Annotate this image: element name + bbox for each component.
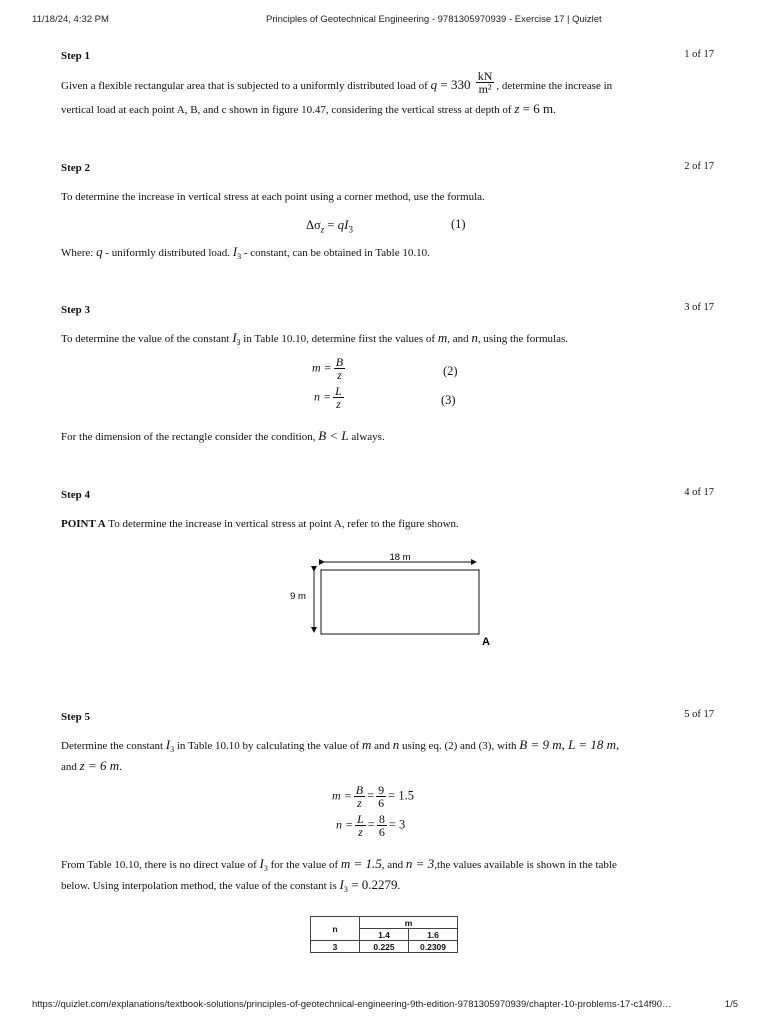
step-3-intro <box>61 331 568 350</box>
step-5-title: Step 5 <box>61 711 91 723</box>
formula-1-number: (1) <box>451 217 466 231</box>
n-calc-eq: = <box>367 817 375 832</box>
step-3-count: 3 of 17 <box>684 302 714 313</box>
unit-num: kN <box>477 69 493 83</box>
step3-t1: To determine the value of the constant <box>61 333 233 345</box>
width-label: 18 m <box>389 552 411 563</box>
step-4-intro <box>61 517 459 531</box>
m-calc-frac2 <box>376 784 386 809</box>
formula-1-lhs-sub: z <box>320 224 325 235</box>
step5-I-sub: 3 <box>170 745 175 755</box>
step4-text: To determine the increase in vertical stress at point A, refer to the figure shown. <box>105 518 459 530</box>
step5-t3: and <box>371 740 393 752</box>
page-number: 1/5 <box>724 999 738 1010</box>
cond-a: For the dimension of the rectangle consider the condition, <box>61 431 319 443</box>
where-I-sub: 3 <box>237 252 242 262</box>
step1-t1: Given a flexible rectangular area that is subjected to a uniformly distributed load of <box>61 80 431 93</box>
page-title: Principles of Geotechnical Engineering - 9781305970939 - Exercise 17 | Quizlet <box>266 14 602 25</box>
where-I: I <box>232 244 238 259</box>
n-calc-frac1-num: L <box>357 812 364 826</box>
m-calc-frac2-den: 6 <box>378 796 385 810</box>
where-q: q <box>96 244 103 259</box>
z-value: = 6 m <box>519 101 554 116</box>
cond-b: always. <box>348 431 385 443</box>
step-2-where <box>61 245 430 264</box>
point-a-marker: A <box>482 636 490 648</box>
loaded-rectangle <box>321 570 479 634</box>
formula-2-number: (2) <box>443 364 458 378</box>
p1b: for the value of <box>267 859 341 871</box>
page-url[interactable]: https://quizlet.com/explanations/textbook-solutions/principles-of-geotechnical-engineering-9th-edition-9781305970939/chapter-10-problems-17-c14f90… <box>32 999 672 1010</box>
table-value-2: 0.2309 <box>409 941 458 953</box>
p1-n: n = 3 <box>405 856 435 871</box>
formula-2 <box>312 356 347 381</box>
table-header-n: n <box>311 917 360 941</box>
n-calc-lhs: n = <box>336 817 354 832</box>
p1-I: I <box>259 856 264 871</box>
step-5-count: 5 of 17 <box>684 709 714 720</box>
p1-m: m = 1.5 <box>340 856 382 871</box>
where-a: Where: <box>61 247 97 259</box>
point-a-label: POINT A <box>61 518 106 530</box>
step1-t3: vertical load at each point A, B, and c shown in figure 10.47, considering the vertical stress at depth of <box>61 104 515 116</box>
step-1-text-line1 <box>61 69 613 96</box>
step-4-title: Step 4 <box>61 489 91 501</box>
print-datetime: 11/18/24, 4:32 PM <box>32 14 109 25</box>
step3-n: n <box>471 330 478 345</box>
formula-1-eq: = <box>324 218 338 232</box>
step3-m: m <box>437 330 448 345</box>
where-b: - uniformly distributed load. <box>102 247 233 259</box>
table-header-m: m <box>360 917 458 929</box>
step5-t5: and <box>61 761 80 773</box>
formula-1-rhs-sub: 3 <box>348 224 353 235</box>
step-2-intro: To determine the increase in vertical stress at each point using a corner method, use the formula. <box>61 191 485 203</box>
table-row <box>311 941 458 953</box>
step3-t2: in Table 10.10, determine first the values of <box>240 333 438 345</box>
m-calc-frac2-num: 9 <box>378 783 385 797</box>
step5-t4: using eq. (2) and (3), with <box>399 740 520 752</box>
n-calc-result: = 3 <box>388 817 406 832</box>
m-calc-frac1-den: z <box>357 796 362 810</box>
formula-3-num: L <box>335 384 342 398</box>
cond-math: B < L <box>318 428 349 443</box>
formula-2-lhs: m = <box>312 360 332 375</box>
step-1-text-line2 <box>61 102 556 117</box>
m-calc-lhs: m = <box>332 788 352 803</box>
table-m-1: 1.4 <box>360 929 409 941</box>
n-calc-frac2-den: 6 <box>378 825 385 839</box>
step3-I: I <box>232 330 237 345</box>
step5-t6: . <box>119 761 122 773</box>
step-2-count: 2 of 17 <box>684 161 714 172</box>
step-3-title: Step 3 <box>61 304 91 316</box>
step5-t2: in Table 10.10 by calculating the value of <box>174 740 362 752</box>
step1-t4: . <box>553 104 556 116</box>
m-calc-frac1 <box>354 784 365 809</box>
unit-den: m² <box>478 82 492 96</box>
formula-1-rhs: qI <box>337 217 349 232</box>
formula-3 <box>314 385 346 410</box>
step-4-count: 4 of 17 <box>684 487 714 498</box>
formula-2-den: z <box>337 368 342 382</box>
height-label: 9 m <box>290 591 306 602</box>
n-calc-frac2 <box>377 813 387 838</box>
unit-fraction <box>476 70 495 95</box>
p2a: below. Using interpolation method, the value of the constant is <box>61 880 340 892</box>
p1-I-sub: 3 <box>263 864 268 874</box>
p1d: ,the values available is shown in the table <box>434 859 617 871</box>
formula-3-fraction <box>333 385 344 410</box>
step-5-para-line2 <box>61 878 400 897</box>
n-calc-frac2-num: 8 <box>378 812 385 826</box>
var-q: q <box>430 77 438 93</box>
step-5-line2 <box>61 759 122 774</box>
m-calc-eq: = <box>367 788 375 803</box>
p1c: , and <box>381 859 406 871</box>
formula-2-fraction <box>334 356 345 381</box>
n-calc-frac1-den: z <box>358 825 363 839</box>
step5-z: z = 6 m <box>79 758 120 773</box>
step3-I-sub: 3 <box>236 338 241 348</box>
table-m-2: 1.6 <box>409 929 458 941</box>
step-1-count: 1 of 17 <box>684 49 714 60</box>
interpolation-table <box>310 916 458 953</box>
formula-2-num: B <box>335 355 344 369</box>
step-2-title: Step 2 <box>61 162 91 174</box>
step3-t3: , and <box>447 333 472 345</box>
formula-3-den: z <box>336 397 341 411</box>
step5-dims: B = 9 m, L = 18 m, <box>519 737 620 752</box>
m-calculation <box>332 784 414 809</box>
p2c: . <box>397 880 401 892</box>
m-calc-frac1-num: B <box>355 783 364 797</box>
table-value-1: 0.225 <box>360 941 409 953</box>
step5-t1: Determine the constant <box>61 740 166 752</box>
formula-1-lhs: Δσ <box>306 218 321 232</box>
step3-t4: , using the formulas. <box>477 333 568 345</box>
n-calc-frac1 <box>355 813 366 838</box>
step-5-line1 <box>61 738 619 757</box>
p2-I: I <box>339 877 344 892</box>
formula-1 <box>306 217 353 235</box>
where-c: - constant, can be obtained in Table 10.10. <box>241 247 430 259</box>
step-1-title: Step 1 <box>61 50 91 62</box>
formula-3-number: (3) <box>441 393 456 407</box>
var-z: z <box>514 101 520 116</box>
step1-t2: , determine the increase in <box>496 80 613 93</box>
m-calc-result: = 1.5 <box>388 788 414 803</box>
p1a: From Table 10.10, there is no direct value of <box>61 859 260 871</box>
n-calculation <box>336 813 405 838</box>
step-3-condition <box>61 429 385 444</box>
step5-I: I <box>165 737 171 752</box>
p2-I-sub: 3 <box>343 885 348 895</box>
formula-3-lhs: n = <box>314 389 332 404</box>
step5-n: n <box>392 737 400 752</box>
step-5-para-line1 <box>61 857 617 876</box>
rectangle-figure <box>280 548 510 652</box>
p2-result: = 0.2279 <box>347 877 398 892</box>
step5-m: m <box>361 737 372 752</box>
table-row-n: 3 <box>311 941 360 953</box>
q-value: = 330 <box>437 77 474 93</box>
